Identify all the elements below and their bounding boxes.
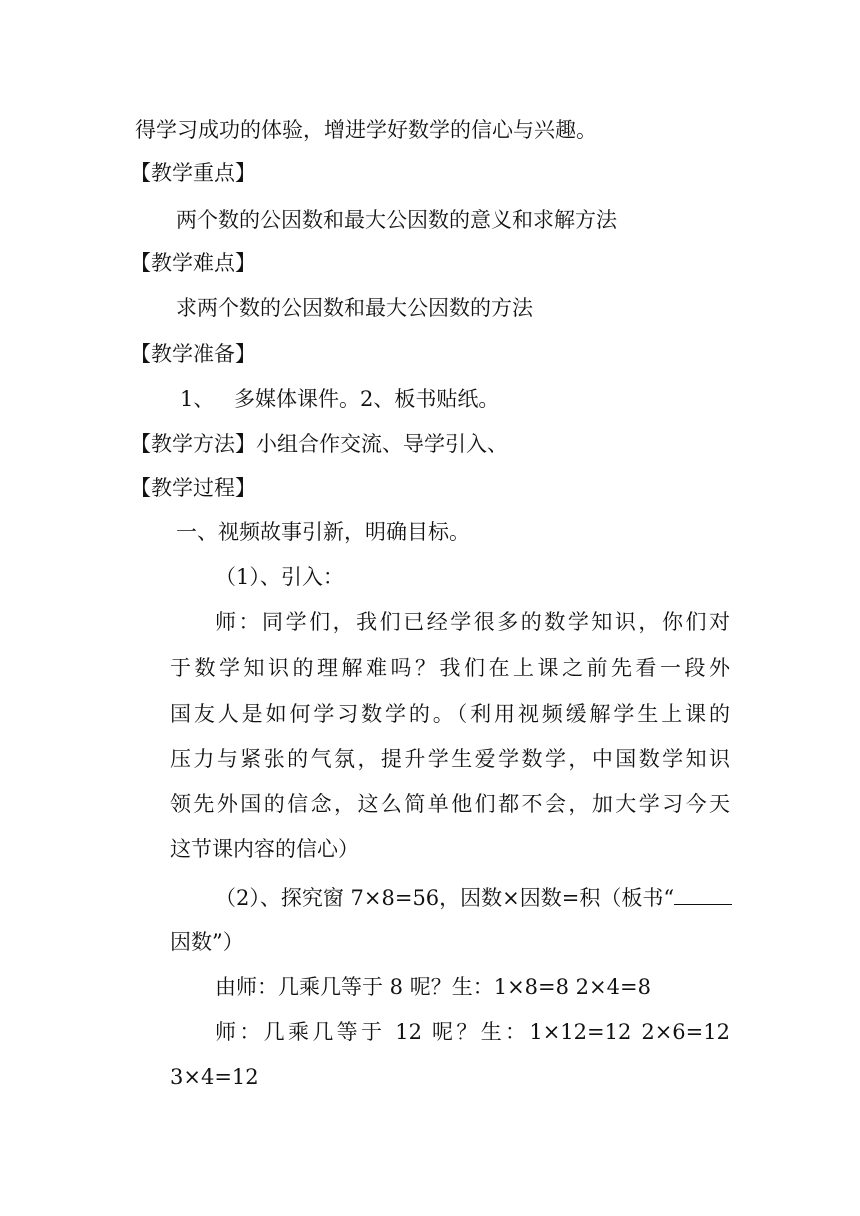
teacher-paragraph-line: 这节课内容的信心）	[170, 837, 359, 861]
teacher-paragraph-line: 领先外国的信念，这么简单他们都不会，加大学习今天	[170, 792, 730, 816]
preparation-heading: 【教学准备】	[130, 342, 256, 366]
key-points-content: 两个数的公因数和最大公因数的意义和求解方法	[176, 208, 617, 232]
difficulties-content: 求两个数的公因数和最大公因数的方法	[176, 296, 533, 320]
question-2-line1: 师：几乘几等于 12 呢？生：1×12=12 2×6=12	[215, 1020, 730, 1044]
teacher-paragraph-line: 压力与紧张的气氛，提升学生爱学数学，中国数学知识	[170, 747, 730, 771]
process-heading: 【教学过程】	[130, 476, 256, 500]
teacher-paragraph-line: 国友人是如何学习数学的。（利用视频缓解学生上课的	[170, 702, 730, 726]
method-heading-label: 【教学方法】	[130, 432, 256, 456]
question-2-line2: 3×4=12	[170, 1065, 259, 1089]
step2-line2: 因数”）	[170, 930, 244, 954]
teacher-paragraph-line: 于数学知识的理解难吗？我们在上课之前先看一段外	[170, 656, 730, 680]
step2-line1	[215, 884, 732, 912]
step2-text: （2）、探究窗 7×8=56，因数×因数=积（板书“	[215, 886, 675, 910]
teacher-paragraph-line: 师：同学们，我们已经学很多的数学知识，你们对	[215, 610, 730, 634]
difficulties-heading: 【教学难点】	[130, 251, 256, 275]
preparation-item-text: 多媒体课件。2、板书贴纸。	[234, 387, 500, 411]
method-content: 小组合作交流、导学引入、	[256, 432, 508, 456]
process-step1-title: 一、视频故事引新，明确目标。	[176, 520, 470, 544]
question-1: 由师：几乘几等于 8 呢？生：1×8=8 2×4=8	[215, 975, 651, 999]
intro-tail-text: 得学习成功的体验，增进学好数学的信心与兴趣。	[135, 118, 597, 142]
preparation-item-number: 1、	[180, 387, 215, 411]
fill-blank	[674, 886, 732, 905]
key-points-heading: 【教学重点】	[130, 161, 256, 185]
process-step1-sub: （1）、引入：	[215, 565, 344, 589]
method-heading	[130, 430, 508, 458]
